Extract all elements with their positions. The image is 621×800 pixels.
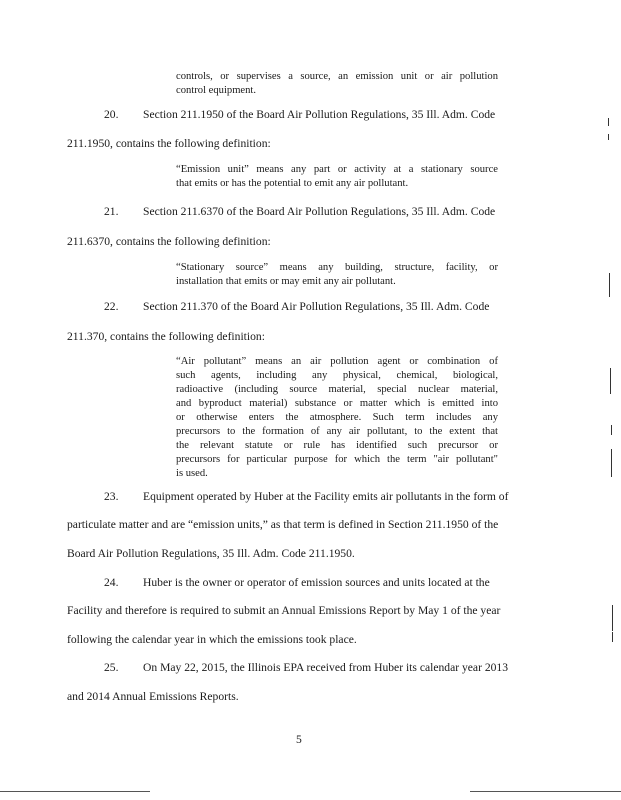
quote-line: radioactive (including source material, special nuclear material,: [176, 384, 498, 395]
paragraph-number: 22.: [104, 300, 119, 313]
paragraph-line: Section 211.6370 of the Board Air Pollution Regulations, 35 Ill. Adm. Code: [143, 205, 496, 218]
paragraph-line: 211.1950, contains the following definition:: [67, 137, 271, 150]
quote-line: is used.: [176, 468, 208, 479]
paragraph-line: Equipment operated by Huber at the Facility emits air pollutants in the form of: [143, 490, 509, 503]
quote-line: precursors to the formation of any air pollutant, to the extent that: [176, 426, 498, 437]
paragraph-line: 211.370, contains the following definition:: [67, 330, 265, 343]
scan-mark: [612, 605, 613, 631]
paragraph-line: Facility and therefore is required to submit an Annual Emissions Report by May 1 of the year: [67, 604, 501, 617]
scan-mark: [609, 273, 610, 297]
quote-line: the relevant statute or rule has identified such precursor or: [176, 440, 498, 451]
paragraph-line: Huber is the owner or operator of emission sources and units located at the: [143, 576, 490, 589]
scan-mark: [611, 449, 612, 477]
quote-line: “Stationary source” means any building, structure, facility, or: [176, 262, 498, 273]
paragraph-line: and 2014 Annual Emissions Reports.: [67, 690, 239, 703]
scan-mark: [612, 632, 613, 642]
paragraph-line: particulate matter and are “emission units,” as that term is defined in Section 211.1950 of the: [67, 518, 499, 531]
paragraph-line: following the calendar year in which the emissions took place.: [67, 633, 357, 646]
paragraph-number: 23.: [104, 490, 119, 503]
quote-line: or otherwise enters the atmosphere. Such term includes any: [176, 412, 498, 423]
quote-line: controls, or supervises a source, an emission unit or air pollution: [176, 71, 498, 82]
quote-line: precursors for particular purpose for which the term "air pollutant": [176, 454, 498, 465]
paragraph-line: Section 211.1950 of the Board Air Pollution Regulations, 35 Ill. Adm. Code: [143, 108, 496, 121]
quote-line: and byproduct material) substance or matter which is emitted into: [176, 398, 498, 409]
paragraph-number: 20.: [104, 108, 119, 121]
paragraph-line: On May 22, 2015, the Illinois EPA received from Huber its calendar year 2013: [143, 661, 509, 674]
quote-line: such agents, including any physical, chemical, biological,: [176, 370, 498, 381]
page-number: 5: [296, 733, 302, 746]
scan-edge: [0, 791, 150, 792]
paragraph-number: 21.: [104, 205, 119, 218]
quote-line: installation that emits or may emit any air pollutant.: [176, 276, 396, 287]
paragraph-number: 24.: [104, 576, 119, 589]
scan-mark: [611, 425, 612, 435]
paragraph-number: 25.: [104, 661, 119, 674]
paragraph-line: Board Air Pollution Regulations, 35 Ill. Adm. Code 211.1950.: [67, 547, 355, 560]
scan-mark: [608, 118, 609, 126]
quote-line: “Air pollutant” means an air pollution agent or combination of: [176, 356, 498, 367]
quote-line: that emits or has the potential to emit any air pollutant.: [176, 178, 409, 189]
scan-mark: [608, 134, 609, 140]
quote-line: “Emission unit” means any part or activity at a stationary source: [176, 164, 498, 175]
scan-edge: [470, 791, 621, 792]
paragraph-line: 211.6370, contains the following definition:: [67, 235, 271, 248]
scan-mark: [610, 368, 611, 394]
paragraph-line: Section 211.370 of the Board Air Pollution Regulations, 35 Ill. Adm. Code: [143, 300, 490, 313]
quote-line: control equipment.: [176, 85, 257, 96]
